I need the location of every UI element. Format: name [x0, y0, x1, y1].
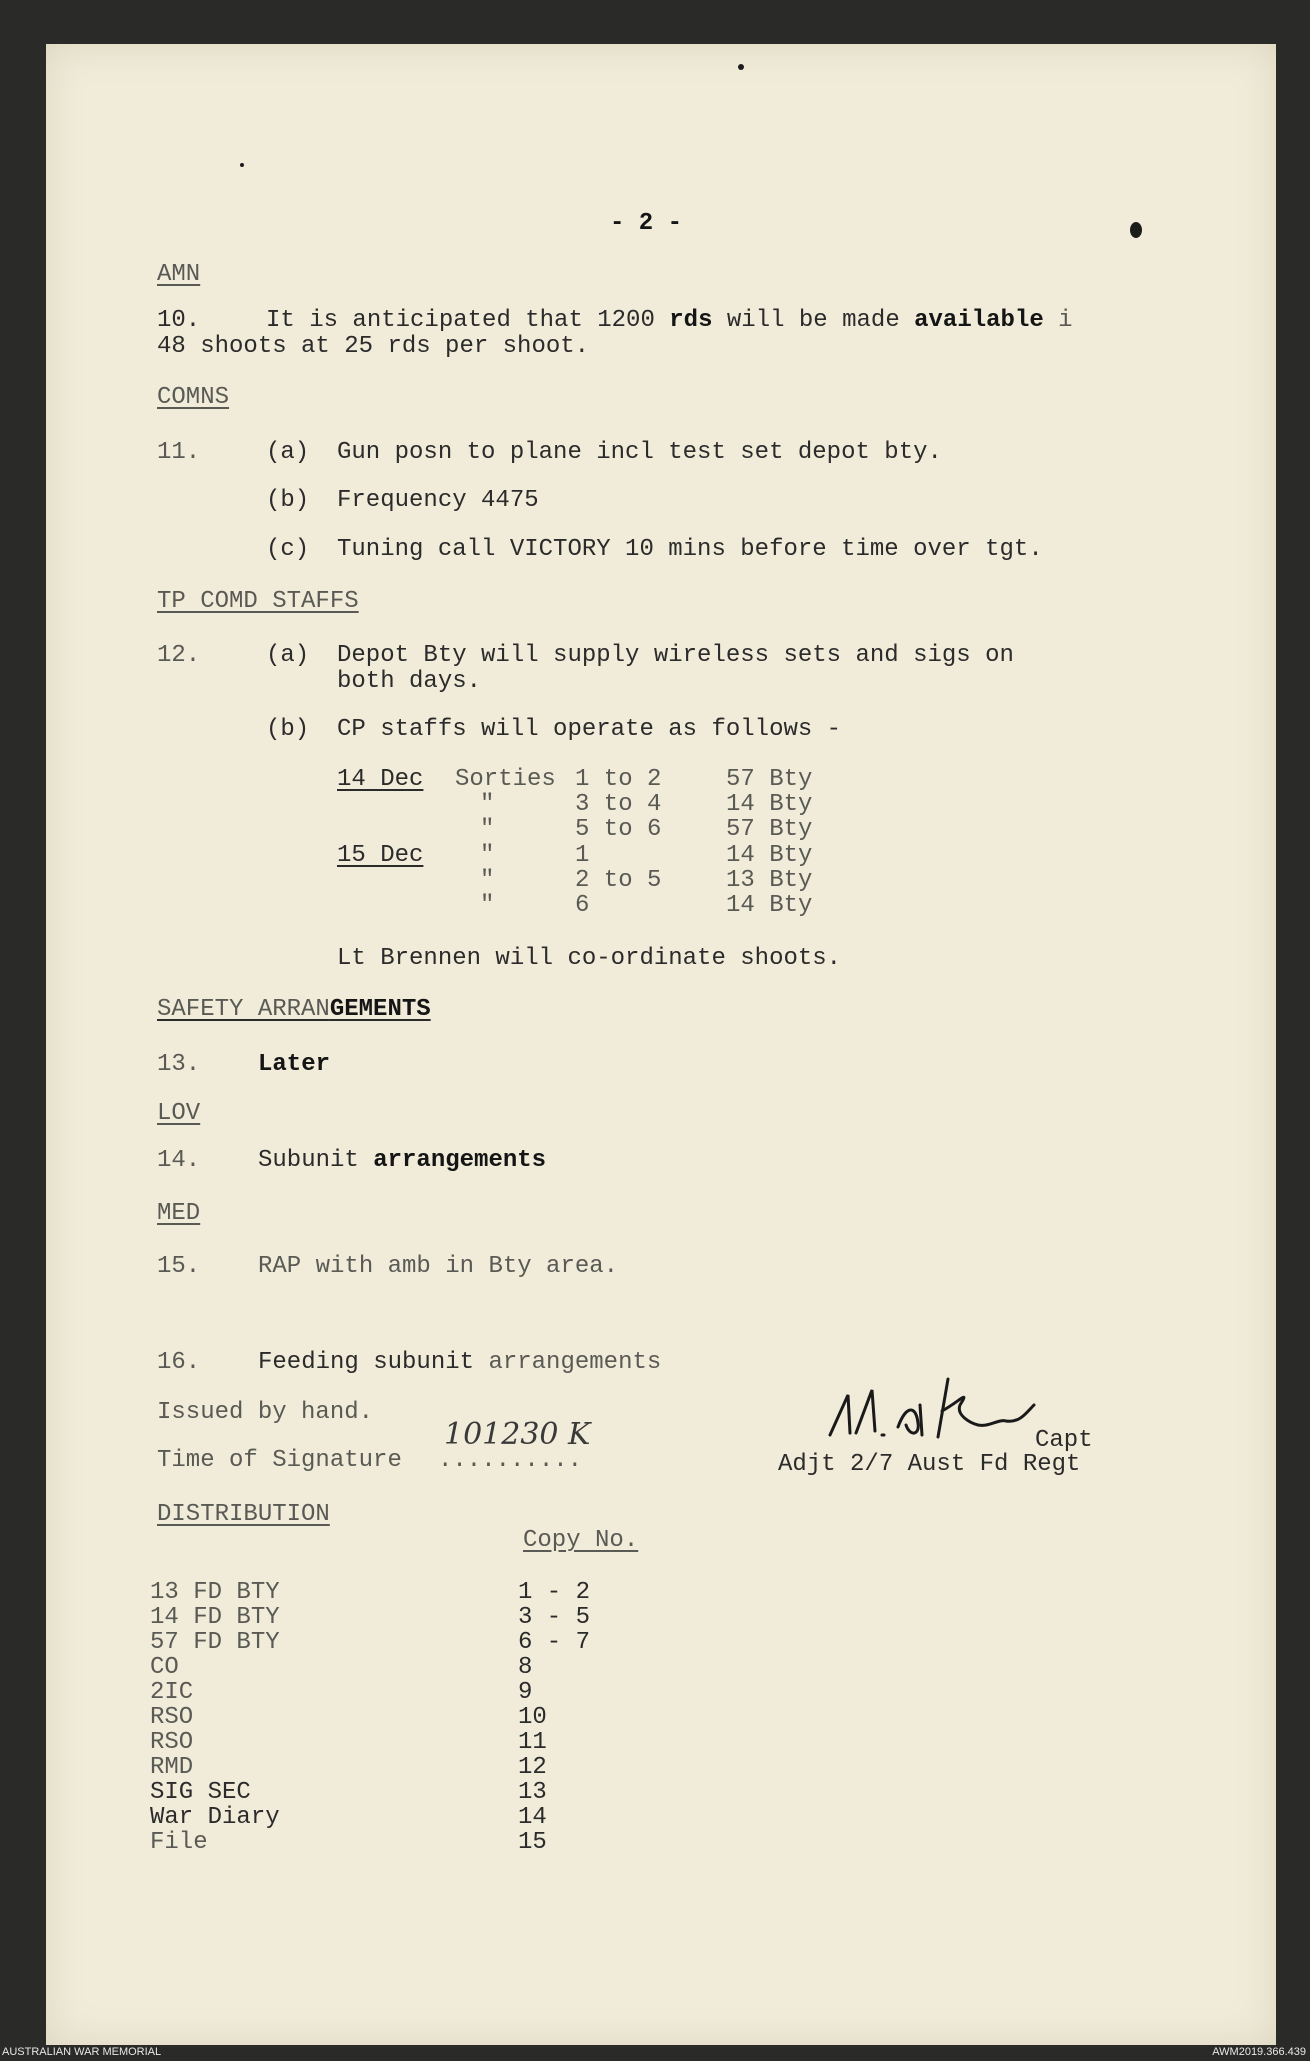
- list-item-unit: 2IC: [150, 1679, 194, 1706]
- page-number: - 2 -: [610, 210, 683, 237]
- footer-bar: [0, 2045, 1310, 2061]
- table-row-bty: 14 Bty: [726, 791, 813, 818]
- para-11c-text: Tuning call VICTORY 10 mins before time over tgt.: [337, 536, 1043, 563]
- signatory-rank: Capt: [1035, 1427, 1093, 1454]
- para-11b-label: (b): [266, 487, 310, 514]
- signatory-appointment: Adjt 2/7 Aust Fd Regt: [778, 1451, 1081, 1478]
- para-12b-text: CP staffs will operate as follows -: [337, 716, 842, 743]
- table-row-sorties: 3 to 4: [575, 791, 662, 818]
- list-item-copy: 14: [518, 1804, 547, 1831]
- table-row-col2: ": [480, 867, 495, 894]
- list-item-unit: 13 FD BTY: [150, 1579, 280, 1606]
- ink-spot: [738, 64, 744, 70]
- list-item-unit: CO: [150, 1654, 179, 1681]
- para-13-number: 13.: [157, 1051, 201, 1078]
- heading-amn: AMN: [157, 261, 201, 288]
- para-12a-line-2: both days.: [337, 668, 482, 695]
- table-row-col2: Sorties: [455, 766, 556, 793]
- list-item-copy: 1 - 2: [518, 1579, 591, 1606]
- copy-number-heading: Copy No.: [523, 1527, 639, 1554]
- table-row-sorties: 1 to 2: [575, 766, 662, 793]
- table-row-bty: 57 Bty: [726, 816, 813, 843]
- list-item-copy: 6 - 7: [518, 1629, 591, 1656]
- para-10-line-2: 48 shoots at 25 rds per shoot.: [157, 333, 590, 360]
- distribution-heading: DISTRIBUTION: [157, 1501, 330, 1528]
- list-item-copy: 8: [518, 1654, 533, 1681]
- table-row-bty: 14 Bty: [726, 842, 813, 869]
- para-14-number: 14.: [157, 1147, 201, 1174]
- para-15-number: 15.: [157, 1253, 201, 1280]
- para-12b-label: (b): [266, 716, 310, 743]
- table-row-date: 14 Dec: [337, 766, 424, 793]
- para-16-text-a: Feeding subunit: [258, 1349, 475, 1376]
- list-item-unit: RMD: [150, 1754, 194, 1781]
- time-of-signature-label: Time of Signature: [157, 1447, 402, 1474]
- ink-spot: [240, 163, 244, 167]
- table-row-bty: 14 Bty: [726, 892, 813, 919]
- para-14-text-b: arrangements: [373, 1147, 547, 1174]
- heading-safety-part-1: SAFETY ARRAN: [157, 996, 330, 1023]
- para-10-bold-available: available: [914, 307, 1044, 334]
- para-10-text: will be made: [712, 307, 915, 334]
- handwritten-signature: [820, 1365, 1050, 1445]
- para-12-number: 12.: [157, 642, 201, 669]
- list-item-copy: 15: [518, 1829, 547, 1856]
- para-10-number: 10.: [157, 307, 201, 334]
- para-10-text: i: [1043, 307, 1073, 334]
- list-item-unit: War Diary: [150, 1804, 280, 1831]
- table-row-sorties: 1: [575, 842, 590, 869]
- table-row-sorties: 6: [575, 892, 590, 919]
- para-12a-line-1: Depot Bty will supply wireless sets and sigs on: [337, 642, 1014, 669]
- para-14-text: [258, 1148, 546, 1174]
- list-item-unit: 57 FD BTY: [150, 1629, 280, 1656]
- para-10-line-1: [266, 308, 1073, 334]
- list-item-copy: 3 - 5: [518, 1604, 591, 1631]
- para-16-text: [258, 1350, 661, 1376]
- ink-spot: [1130, 222, 1142, 238]
- list-item-unit: File: [150, 1829, 208, 1856]
- table-row-col2: ": [480, 842, 495, 869]
- heading-safety-part-2: GEMENTS: [329, 996, 431, 1023]
- para-10-text: It is anticipated that 1200: [266, 307, 670, 334]
- para-16-text-b: arrangements: [474, 1349, 662, 1376]
- list-item-unit: 14 FD BTY: [150, 1604, 280, 1631]
- time-of-signature-value: 101230 K: [444, 1417, 591, 1452]
- para-15-text: RAP with amb in Bty area.: [258, 1253, 619, 1280]
- table-row-sorties: 5 to 6: [575, 816, 662, 843]
- list-item-copy: 13: [518, 1779, 547, 1806]
- table-row-bty: 57 Bty: [726, 766, 813, 793]
- para-11-number: 11.: [157, 439, 201, 466]
- para-11a-text: Gun posn to plane incl test set depot bty.: [337, 439, 942, 466]
- para-13-text: Later: [258, 1051, 331, 1078]
- table-row-col2: ": [480, 791, 495, 818]
- footer-credit: AUSTRALIAN WAR MEMORIAL: [2, 2046, 162, 2058]
- list-item-copy: 12: [518, 1754, 547, 1781]
- heading-lov: LOV: [157, 1100, 201, 1127]
- list-item-copy: 9: [518, 1679, 533, 1706]
- para-12a-label: (a): [266, 642, 310, 669]
- coordinator-note: Lt Brennen will co-ordinate shoots.: [337, 945, 842, 972]
- para-11b-text: Frequency 4475: [337, 487, 539, 514]
- para-14-text-a: Subunit: [258, 1147, 374, 1174]
- table-row-col2: ": [480, 892, 495, 919]
- list-item-unit: RSO: [150, 1729, 194, 1756]
- para-11c-label: (c): [266, 536, 310, 563]
- issued-by-hand: Issued by hand.: [157, 1399, 374, 1426]
- table-row-sorties: 2 to 5: [575, 867, 662, 894]
- para-10-bold-rds: rds: [669, 307, 713, 334]
- heading-safety-arrangements: [157, 997, 431, 1023]
- time-of-signature-dots: ..........: [438, 1447, 583, 1474]
- list-item-copy: 11: [518, 1729, 547, 1756]
- table-row-bty: 13 Bty: [726, 867, 813, 894]
- para-16-number: 16.: [157, 1349, 201, 1376]
- footer-accession-number: AWM2019.366.439: [1212, 2046, 1306, 2058]
- list-item-unit: RSO: [150, 1704, 194, 1731]
- list-item-unit: SIG SEC: [150, 1779, 251, 1806]
- para-11a-label: (a): [266, 439, 310, 466]
- heading-tp-comd-staffs: TP COMD STAFFS: [157, 588, 359, 615]
- table-row-col2: ": [480, 816, 495, 843]
- list-item-copy: 10: [518, 1704, 547, 1731]
- heading-med: MED: [157, 1200, 201, 1227]
- table-row-date: 15 Dec: [337, 842, 424, 869]
- heading-comns: COMNS: [157, 384, 230, 411]
